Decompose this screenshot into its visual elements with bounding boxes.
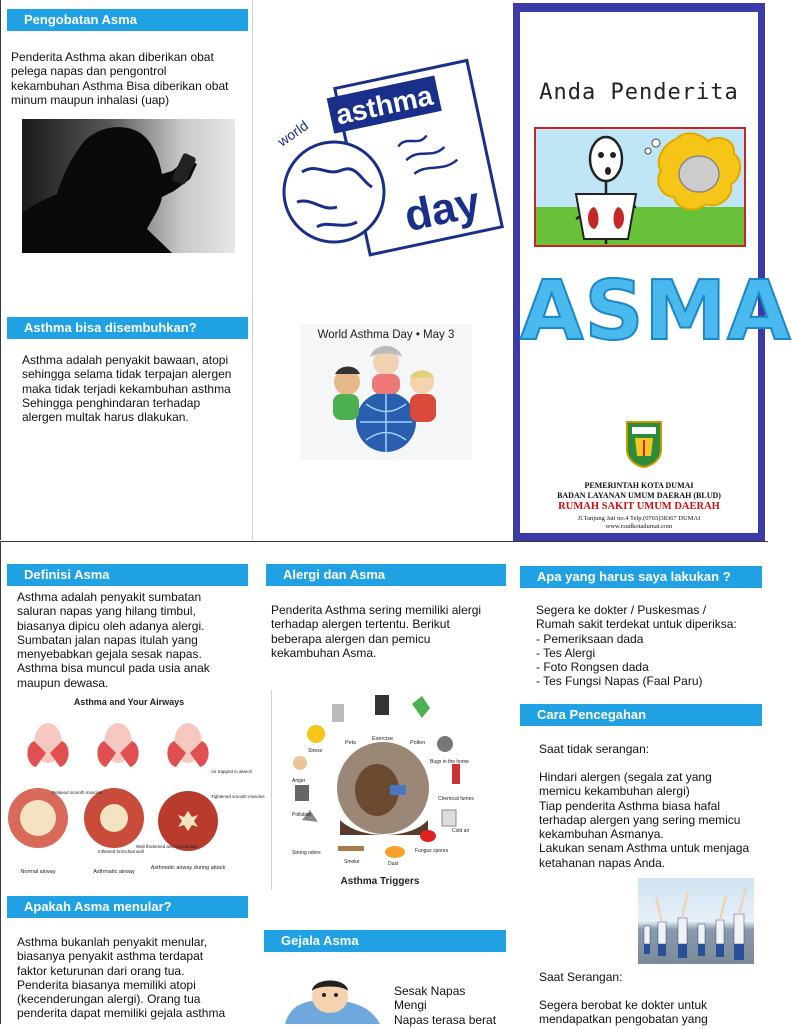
section-header-disembuhkan: Asthma bisa disembuhkan? (7, 317, 248, 339)
inhaler-silhouette-photo (22, 119, 235, 253)
airways-title: Asthma and Your Airways (73, 697, 185, 707)
section-header-lakukan: Apa yang harus saya lakukan ? (520, 566, 762, 588)
airway-label-attack: Asthmatic airway during attack (150, 865, 226, 871)
trigger-pollen: Pollen (410, 740, 426, 746)
hospital-address: Jl.Tanjung Jati no.4 Telp.(0765)38367 DUMAI (577, 515, 701, 522)
disembuhkan-body: Asthma adalah penyakit bawaan, atopi sehingga selama tidak terpajan alergen maka tidak terjadi kekambuhan asthma Sehingga penghindaran terhadap alergen multak harus dlakukan. (22, 353, 232, 425)
exam-item: - Pemeriksaan dada (536, 631, 644, 646)
trigger-cold-air: Cold air (452, 828, 470, 834)
exam-item: - Foto Rongsen dada (536, 660, 649, 675)
org-line2: BADAN LAYANAN UMUM DAERAH (BLUD) (557, 491, 721, 500)
cover-title: ASMA (520, 264, 792, 359)
section-header-gejala: Gejala Asma (264, 930, 506, 952)
exercise-photo (638, 878, 754, 964)
logo-day-text: day (400, 177, 485, 242)
definisi-body: Asthma adalah penyakit sumbatan saluran napas yang hilang timbul, biasanya dipicu oleh adanya alergi. Sumbatan jalan napas itulah yang menyebabkan gejala sesak napas. Asthma bisa muncul pada usia anak maupun dewasa. (17, 590, 210, 690)
callout-wall: Wall thickened and constricted (136, 844, 197, 849)
pencegahan-p3: Saat Serangan: (539, 970, 623, 984)
triggers-divider (271, 690, 272, 890)
trigger-fungus: Fungus spores (415, 848, 449, 854)
world-asthma-day-logo (262, 52, 498, 252)
city-seal (625, 420, 663, 468)
pengobatan-body: Penderita Asthma akan diberikan obat pelega napas dan pengontrol kekambuhan Asthma Bisa diberikan obat minum maupun inhalasi (uap) (11, 50, 229, 107)
exam-item: - Tes Fungsi Napas (Faal Paru) (536, 674, 703, 689)
gejala-cartoon (285, 975, 380, 1024)
pencegahan-p1: Saat tidak serangan: (539, 742, 650, 756)
trigger-stress: Stress (308, 748, 323, 754)
banner-text: World Asthma Day • May 3 (317, 329, 455, 341)
trigger-bugs: Bugs in the home (430, 759, 469, 765)
section-header-menular: Apakah Asma menular? (7, 896, 248, 918)
callout-inflamed: Inflamed bronchial wall (98, 849, 144, 854)
trigger-strong-odors: Strong odors (292, 850, 321, 856)
logo-asthma-text: asthma (333, 79, 436, 131)
section-header-definisi: Definisi Asma (7, 564, 248, 586)
section-header-pencegahan: Cara Pencegahan (520, 704, 762, 726)
panel-divider-top-left (0, 0, 1, 540)
callout-air-trapped: Air trapped in alveoli (211, 769, 252, 774)
gejala-item: Napas terasa berat (394, 1012, 497, 1027)
cover-tagline: Anda Penderita (539, 80, 739, 105)
trigger-smoke: Smoke (344, 859, 360, 865)
logo-world-text: world (274, 117, 312, 150)
trigger-pets: Pets (345, 740, 357, 746)
trigger-exercise: Exercise (372, 736, 394, 742)
trigger-dust: Dust (388, 861, 399, 867)
callout-relaxed: Relaxed smooth muscles (52, 790, 103, 795)
asthma-cartoon (534, 127, 746, 247)
triggers-title: Asthma Triggers (340, 876, 420, 887)
hospital-name: RUMAH SAKIT UMUM DAERAH (558, 501, 720, 512)
airway-label-asthmatic: Asthmatic airway (93, 869, 135, 875)
page-divider (0, 541, 768, 542)
gejala-list (394, 984, 509, 1027)
pencegahan-p2: Hindari alergen (segala zat yang memicu kekambuhan alergi) Tiap penderita Asthma biasa hafal terhadap alergen yang sering memicu kekambuhan Asmanya. Lakukan senam Asthma untuk menjaga ketahanan napas Anda. (539, 770, 750, 870)
pencegahan-p4: Segera berobat ke dokter untuk mendapatkan pengobatan yang (539, 998, 708, 1027)
trigger-anger: Anger (292, 778, 306, 784)
asthma-triggers-diagram (280, 690, 495, 890)
page-divider-left (0, 541, 1, 1024)
gejala-item: Sesak Napas (394, 984, 466, 998)
exam-item: - Tes Alergi (536, 645, 596, 660)
callout-tightened: Tightened smooth muscles (211, 794, 265, 799)
airway-label-normal: Normal airway (20, 869, 56, 875)
gejala-item: Mengi (394, 998, 427, 1013)
hospital-website: www.rsudkotadumai.com (605, 523, 673, 530)
trigger-chemical: Chemical fumes (438, 796, 474, 802)
trigger-pollution: Pollution (292, 812, 312, 818)
airways-diagram (6, 693, 265, 879)
section-header-pengobatan: Pengobatan Asma (7, 9, 248, 31)
org-line1: PEMERINTAH KOTA DUMAI (584, 481, 694, 490)
menular-body: Asthma bukanlah penyakit menular, biasanya penyakit asthma terdapat faktor keturunan dari orang tua. Penderita biasanya memiliki atopi (kecenderungan alergi). Orang tua penderita dapat memiliki gejala asthma (17, 935, 226, 1021)
panel-divider-top-mid (252, 0, 253, 540)
section-header-alergi: Alergi dan Asma (266, 564, 506, 586)
alergi-body: Penderita Asthma sering memiliki alergi terhadap alergen tertentu. Berikut beberapa alergen dan pemicu kekambuhan Asma. (271, 603, 482, 660)
world-asthma-day-banner (300, 324, 472, 460)
lakukan-body: Segera ke dokter / Puskesmas / Rumah sakit terdekat untuk diperiksa: - Pemeriksaan dada - Tes Alergi - Foto Rongsen dada - Tes Fungsi Napas (Faal Paru) (536, 603, 764, 689)
